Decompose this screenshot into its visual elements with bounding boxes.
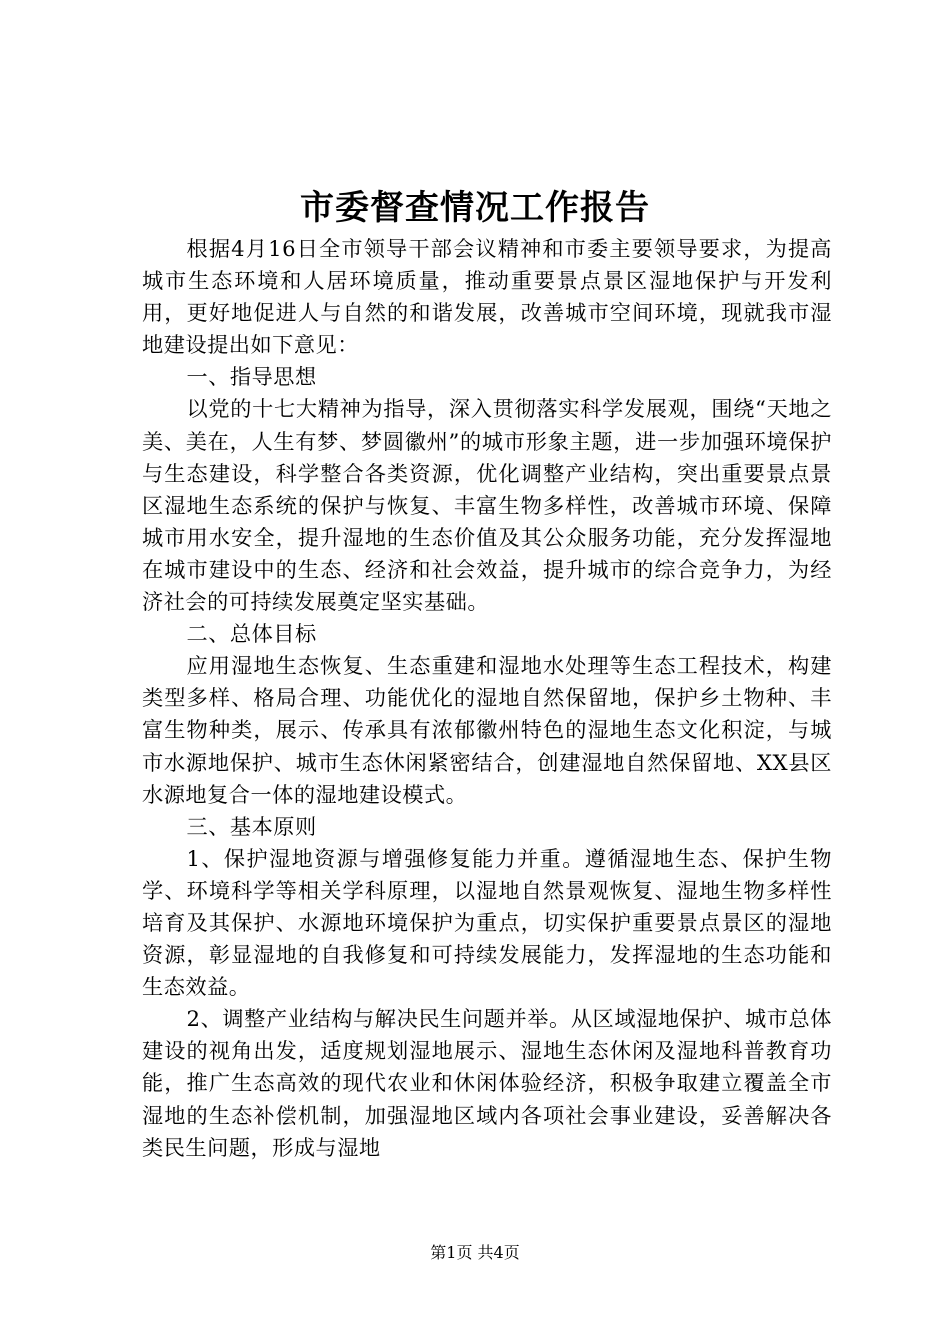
paragraph-principle-1: 1、保护湿地资源与增强修复能力并重。遵循湿地生态、保护生物学、环境科学等相关学科原理，以湿地自然景观恢复、湿地生物多样性培育及其保护、水源地环境保护为重点，切实保护重要景点景区的湿地资源，彰显湿地的自我修复和可持续发展能力，发挥湿地的生态功能和生态效益。 — [142, 845, 832, 1000]
paragraph-guiding-ideology: 以党的十七大精神为指导，深入贯彻落实科学发展观，围绕“天地之美、美在，人生有梦、梦圆徽州”的城市形象主题，进一步加强环境保护与生态建设，科学整合各类资源，优化调整产业结构，突出重要景点景区湿地生态系统的保护与恢复、丰富生物多样性，改善城市环境、保障城市用水安全，提升湿地的生态价值及其公众服务功能，充分发挥湿地在城市建设中的生态、经济和社会效益，提升城市的综合竞争力，为经济社会的可持续发展奠定坚实基础。 — [142, 396, 832, 615]
section-heading-basic-principles: 三、基本原则 — [186, 813, 317, 839]
paragraph-principle-2: 2、调整产业结构与解决民生问题并举。从区域湿地保护、城市总体建设的视角出发，适度规划湿地展示、湿地生态休闲及湿地科普教育功能，推广生态高效的现代农业和休闲体验经济，积极争取建立覆盖全市湿地的生态补偿机制，加强湿地区域内各项社会事业建设，妥善解决各类民生问题，形成与湿地 — [142, 1006, 832, 1160]
section-heading-guiding-ideology: 一、指导思想 — [186, 364, 317, 390]
document-body — [142, 233, 832, 1164]
page-number-footer: 第1页 共4页 — [430, 1243, 520, 1262]
paragraph-intro: 根据4月16日全市领导干部会议精神和市委主要领导要求，为提高城市生态环境和人居环境质量，推动重要景点景区湿地保护与开发利用，更好地促进人与自然的和谐发展，改善城市空间环境，现就我市湿地建设提出如下意见： — [142, 236, 832, 358]
section-heading-overall-goals: 二、总体目标 — [186, 621, 317, 647]
paragraph-overall-goals: 应用湿地生态恢复、生态重建和湿地水处理等生态工程技术，构建类型多样、格局合理、功能优化的湿地自然保留地，保护乡土物种、丰富生物种类，展示、传承具有浓郁徽州特色的湿地生态文化积淀，与城市水源地保护、城市生态休闲紧密结合，创建湿地自然保留地、XX县区水源地复合一体的湿地建设模式。 — [142, 653, 832, 807]
document-title: 市委督查情况工作报告 — [300, 188, 650, 228]
